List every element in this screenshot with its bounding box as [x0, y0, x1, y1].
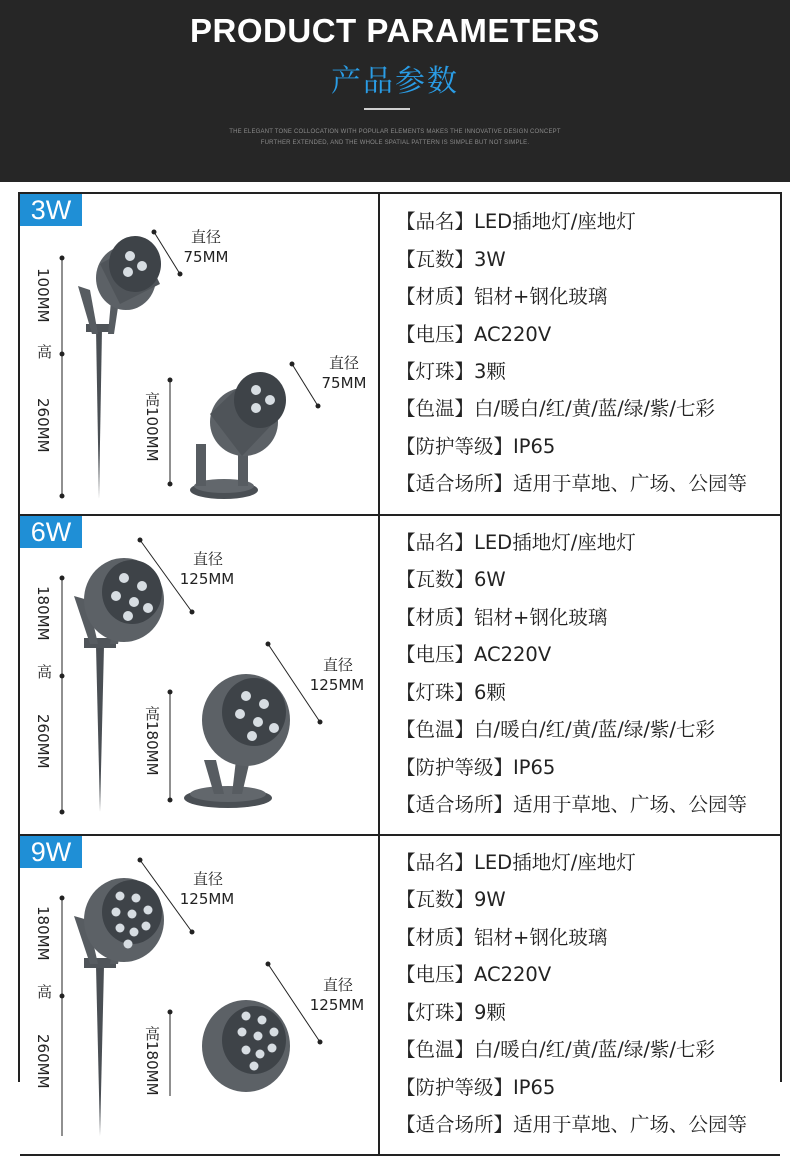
- product-row-6w: [20, 516, 780, 836]
- base-diameter-label: 直径: [328, 354, 359, 372]
- base-diameter-value: 125MM: [309, 996, 365, 1014]
- spec-wattage: 【瓦数】6W: [396, 568, 506, 591]
- spec-wattage: 【瓦数】3W: [396, 248, 506, 271]
- spec-name: 【品名】LED插地灯/座地灯: [396, 851, 636, 874]
- header-banner: [0, 0, 790, 182]
- spec-color-temp: 【色温】白/暖白/红/黄/蓝/绿/紫/七彩: [396, 1038, 715, 1061]
- watt-badge: 6W: [20, 516, 82, 548]
- parameters-table: [18, 192, 782, 1136]
- product-row-3w: [20, 194, 780, 516]
- spec-application: 【适合场所】适用于草地、广场、公园等: [396, 1113, 748, 1136]
- spike-diameter-label: 直径: [192, 550, 223, 568]
- spec-cell: [382, 836, 780, 1154]
- product-image-cell: [20, 836, 380, 1154]
- spec-voltage: 【电压】AC220V: [396, 643, 552, 666]
- spec-ip-rating: 【防护等级】IP65: [396, 1076, 556, 1099]
- base-diameter-label: 直径: [322, 656, 353, 674]
- spike-diameter-value: 125MM: [179, 570, 235, 588]
- spec-material: 【材质】铝材+钢化玻璃: [396, 926, 608, 949]
- base-diameter-value: 125MM: [309, 676, 365, 694]
- spike-height-top: 180MM: [34, 586, 52, 641]
- spike-height-bottom: 260MM: [34, 398, 52, 453]
- spike-diameter-value: 75MM: [183, 248, 229, 266]
- page-title-cn: 产品参数: [331, 64, 459, 99]
- spike-diameter-label: 直径: [192, 870, 223, 888]
- spec-application: 【适合场所】适用于草地、广场、公园等: [396, 472, 748, 495]
- spec-ip-rating: 【防护等级】IP65: [396, 435, 556, 458]
- spec-voltage: 【电压】AC220V: [396, 963, 552, 986]
- spec-name: 【品名】LED插地灯/座地灯: [396, 210, 636, 233]
- spike-diameter-label: 直径: [190, 228, 221, 246]
- base-height: 高100MM: [143, 392, 161, 462]
- spec-name: 【品名】LED插地灯/座地灯: [396, 531, 636, 554]
- base-height: 高180MM: [143, 1026, 161, 1096]
- watt-badge: 9W: [20, 836, 82, 868]
- spike-height-label: 高: [35, 344, 53, 359]
- product-image-cell: [20, 194, 380, 514]
- spec-wattage: 【瓦数】9W: [396, 888, 506, 911]
- spec-material: 【材质】铝材+钢化玻璃: [396, 285, 608, 308]
- spike-height-bottom: 260MM: [34, 714, 52, 769]
- spec-voltage: 【电压】AC220V: [396, 323, 552, 346]
- tagline-line-1: THE ELEGANT TONE COLLOCATION WITH POPULAR ELEMENTS MAKES THE INNOVATIVE DESIGN CONCEPT: [229, 129, 561, 135]
- spike-height-bottom: 260MM: [34, 1034, 52, 1089]
- base-diameter-value: 75MM: [321, 374, 367, 392]
- spec-beads: 【灯珠】3颗: [396, 360, 506, 383]
- spec-beads: 【灯珠】9颗: [396, 1001, 506, 1024]
- spec-cell: [382, 516, 780, 834]
- spike-diameter-value: 125MM: [179, 890, 235, 908]
- spec-application: 【适合场所】适用于草地、广场、公园等: [396, 793, 748, 816]
- tagline-line-2: FURTHER EXTENDED, AND THE WHOLE SPATIAL PATTERN IS SIMPLE BUT NOT SIMPLE.: [260, 140, 530, 146]
- spike-height-label: 高: [35, 664, 53, 679]
- base-diameter-label: 直径: [322, 976, 353, 994]
- spec-ip-rating: 【防护等级】IP65: [396, 756, 556, 779]
- spike-height-label: 高: [35, 984, 53, 999]
- spike-height-top: 180MM: [34, 906, 52, 961]
- spec-material: 【材质】铝材+钢化玻璃: [396, 606, 608, 629]
- product-row-9w: [20, 836, 780, 1156]
- page-title-en: PRODUCT PARAMETERS: [190, 12, 600, 49]
- watt-badge: 3W: [20, 194, 82, 226]
- spec-beads: 【灯珠】6颗: [396, 681, 506, 704]
- spec-cell: [382, 194, 780, 514]
- title-divider: [364, 108, 410, 110]
- spec-color-temp: 【色温】白/暖白/红/黄/蓝/绿/紫/七彩: [396, 718, 715, 741]
- base-height: 高180MM: [143, 706, 161, 776]
- spike-height-top: 100MM: [34, 268, 52, 323]
- product-image-cell: [20, 516, 380, 834]
- spec-color-temp: 【色温】白/暖白/红/黄/蓝/绿/紫/七彩: [396, 397, 715, 420]
